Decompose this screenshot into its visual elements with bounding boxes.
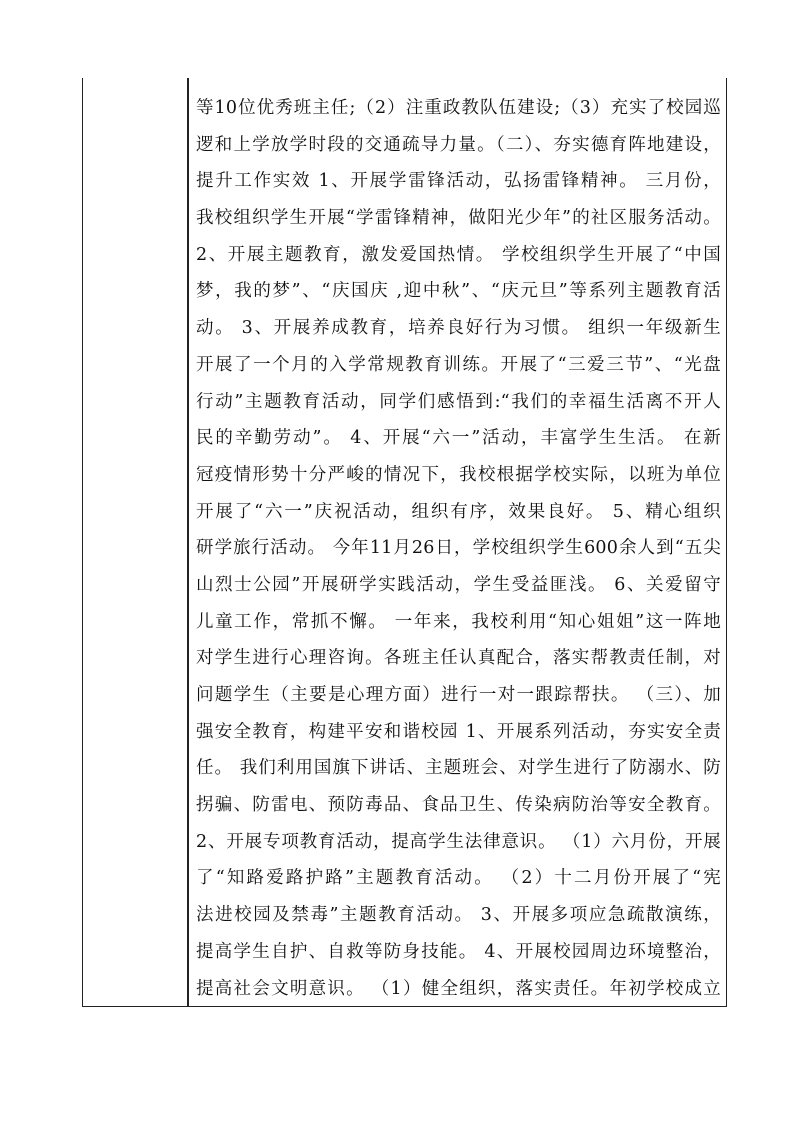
- text-line: 我校组织学生开展“学雷锋精神，做阳光少年”的社区服务活动。: [196, 208, 721, 229]
- text-line: 冠疫情形势十分严峻的情况下，我校根据学校实际，以班为单位: [196, 464, 721, 485]
- text-line: 问题学生（主要是心理方面）进行一对一跟踪帮扶。 （三）、加: [196, 685, 721, 705]
- text-line: 逻和上学放学时段的交通疏导力量。（二）、夯实德育阵地建设，: [196, 134, 721, 155]
- text-line: 开展了“六一”庆祝活动，组织有序，效果良好。 5、精心组织: [196, 501, 721, 522]
- text-line: 2、开展专项教育活动，提高学生法律意识。 （1）六月份，开展: [196, 831, 721, 852]
- text-line: 等10位优秀班主任;（2）注重政教队伍建设;（3）充实了校园巡: [196, 98, 721, 118]
- text-line: 2、开展主题教育，激发爱国热情。 学校组织学生开展了“中国: [196, 244, 721, 265]
- text-line: 提升工作实效 1、开展学雷锋活动，弘扬雷锋精神。 三月份，: [196, 171, 721, 192]
- text-line: 提高学生自护、自救等防身技能。 4、开展校园周边环境整治，: [196, 941, 721, 962]
- text-line: 行动”主题教育活动，同学们感悟到:“我们的幸福生活离不开人: [196, 391, 721, 412]
- column-divider: [187, 78, 189, 1006]
- text-line: 强安全教育，构建平安和谐校园 1、开展系列活动，夯实安全责: [196, 721, 721, 742]
- text-line: 开展了一个月的入学常规教育训练。开展了“三爱三节”、“光盘: [196, 354, 721, 375]
- text-line: 儿童工作，常抓不懈。 一年来，我校利用“知心姐姐”这一阵地: [196, 611, 721, 632]
- text-line: 对学生进行心理咨询。各班主任认真配合，落实帮教责任制，对: [196, 648, 721, 669]
- text-line: 研学旅行活动。 今年11月26日，学校组织学生600余人到“五尖: [196, 538, 721, 559]
- text-line: 民的辛勤劳动”。 4、开展“六一”活动，丰富学生生活。 在新: [196, 428, 721, 449]
- text-line: 了“知路爱路护路”主题教育活动。 （2）十二月份开展了“宪: [196, 868, 721, 889]
- text-line: 拐骗、防雷电、预防毒品、食品卫生、传染病防治等安全教育。: [196, 795, 721, 816]
- text-line: 提高社会文明意识。 （1）健全组织，落实责任。年初学校成立: [196, 978, 721, 999]
- text-line: 梦，我的梦”、“庆国庆 ,迎中秋”、“庆元旦”等系列主题教育活: [196, 281, 721, 302]
- text-line: 法进校园及禁毒”主题教育活动。 3、开展多项应急疏散演练，: [196, 905, 721, 926]
- table-left-cell: [83, 78, 187, 1006]
- text-line: 山烈士公园”开展研学实践活动，学生受益匪浅。 6、关爱留守: [196, 574, 721, 595]
- text-line: 任。 我们利用国旗下讲话、主题班会、对学生进行了防溺水、防: [196, 758, 721, 779]
- document-table: [82, 78, 727, 1007]
- text-line: 动。 3、开展养成教育，培养良好行为习惯。 组织一年级新生: [196, 318, 721, 339]
- table-content-cell: [196, 90, 721, 1007]
